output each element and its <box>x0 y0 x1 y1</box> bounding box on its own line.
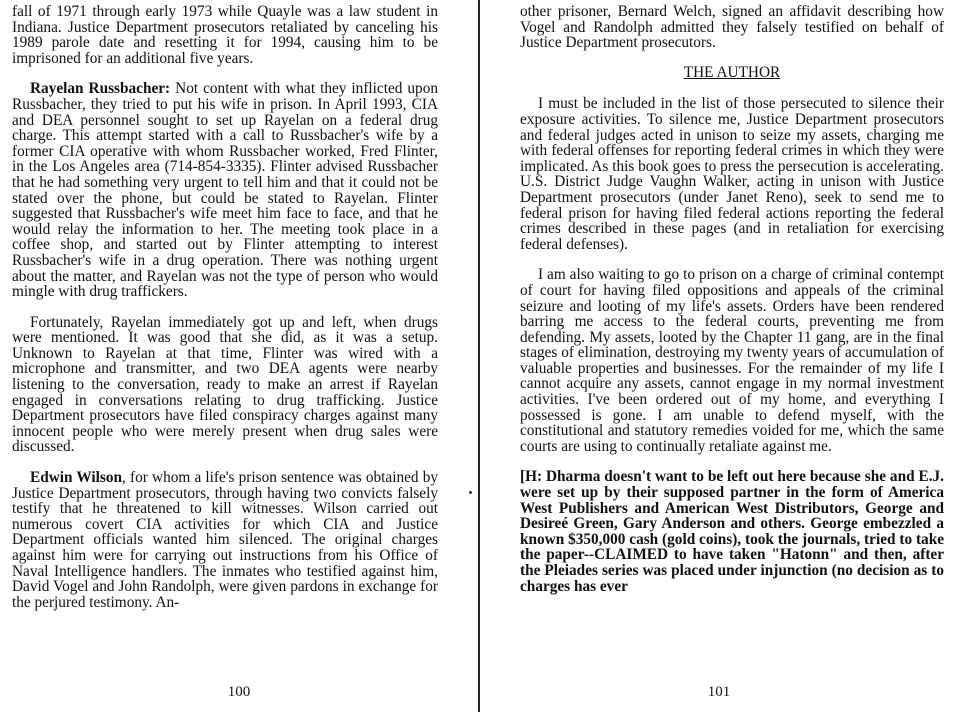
paragraph-contempt: I am also waiting to go to prison on a charge of criminal contempt of court for having filed oppositions and appeals of the criminal seizure and looting of my life's assets. Orders have been rendered barring me access to the federal courts, preventing me from defending. My assets, looted by the Chapter 11 gang, are in the final stages of elimination, destroying my twenty years of accumulation of valuable properties and businesses. For the remainder of my life I cannot acquire any assets, cannot engage in my normal investment activities. I've been ordered out of my home, and everything I possessed is gone. I am unable to defend myself, with the constitutional and statutory remedies voided for me, which the same courts are using to continually retaliate against me. <box>520 266 944 455</box>
page-number-left: 100 <box>227 684 251 700</box>
paragraph-russbacher-text: Not content with what they inflicted upon Russbacher, they tried to put his wife in prison. In April 1993, CIA and DEA personnel sought to set up Rayelan on a federal drug charge. This attempt started with a call to Russbacher's wife by a former CIA operative with whom Russbacher worked, Fred Flinter, in the Los Angeles area (714-854-3335). Flinter advised Russbacher that he had something very urgent to tell him and that it could not be stated over the phone, but could be stated to Rayelan. Flinter suggested that Russbacher's wife meet him face to face, and that he would relay the information to her. The meeting took place in a coffee shop, and started out by Flinter attempting to interest Russbacher's wife in a drug operation. There was nothing urgent about the matter, and Rayelan was not the type of person who would mingle with drug traffickers. <box>12 80 438 301</box>
paragraph-hatonn-note: [H: Dharma doesn't want to be left out here because she and E.J. were set up by their supposed partner in the form of America West Publishers and American West Distributors, George and Desireé Green, Gary Anderson and others. George embezzled a known $350,000 cash (gold coins), took the journals, tried to take the paper--CLAIMED to have taken "Hatonn" and then, after the Pleiades series was placed under injunction (no decision as to charges has ever <box>520 468 944 595</box>
paragraph-welch: other prisoner, Bernard Welch, signed an affidavit describing how Vogel and Randolph admitted they falsely testified on behalf of Justice Department prosecutors. <box>520 3 944 52</box>
paragraph-wilson <box>12 470 438 610</box>
left-page <box>0 0 478 712</box>
name-edwin-wilson: Edwin Wilson <box>30 469 123 487</box>
left-text-column <box>12 4 438 610</box>
paragraph-fortunately: Fortunately, Rayelan immediately got up and left, when drugs were mentioned. It was good that she did, as it was a setup. Unknown to Rayelan at that time, Flinter was wired with a microphone and transmitter, and two DEA agents were nearby listening to the conversation, ready to make an arrest if Rayelan engaged in conversations relating to drug trafficking. Justice Department prosecutors have filed conspiracy charges against many innocent people who were merely present when drug sales were discussed. <box>12 313 438 456</box>
right-text-column <box>520 4 944 594</box>
right-page <box>480 0 958 712</box>
name-rayelan-russbacher: Rayelan Russbacher: <box>30 80 171 98</box>
paragraph-quayle: fall of 1971 through early 1973 while Quayle was a law student in Indiana. Justice Department prosecutors retaliated by canceling his 1989 parole date and resetting it for 1994, causing him to be imprisoned for an additional five years. <box>12 3 438 67</box>
paragraph-persecuted: I must be included in the list of those persecuted to silence their exposure activities. To silence me, Justice Department prosecutors and federal judges acted in unison to seize my assets, charging me with federal offenses for reporting federal crimes in which they were implicated. As this book goes to press the persecution is accelerating. U.S. District Judge Vaughn Walker, acting in unison with Justice Department prosecutors (under Janet Reno), seek to send me to federal prison for having filed federal actions reporting the federal crimes described in these pages (and in retaliation for exercising federal defenses). <box>520 95 944 253</box>
page-number-right: 101 <box>707 684 731 700</box>
stray-mark <box>469 491 472 494</box>
paragraph-wilson-text: , for whom a life's prison sentence was obtained by Justice Department prosecutors, through having two convicts falsely testify that he threatened to kill witnesses. Wilson carried out numerous covert CIA activities for which CIA and Justice Department officials wanted him silenced. The original charges against him were for carrying out instructions from his Office of Naval Intelligence handlers. The inmates who testified against him, David Vogel and John Randolph, were given pardons in exchange for the perjured testimony. An- <box>12 469 438 611</box>
section-heading-author: THE AUTHOR <box>683 63 781 81</box>
paragraph-russbacher <box>12 81 438 299</box>
